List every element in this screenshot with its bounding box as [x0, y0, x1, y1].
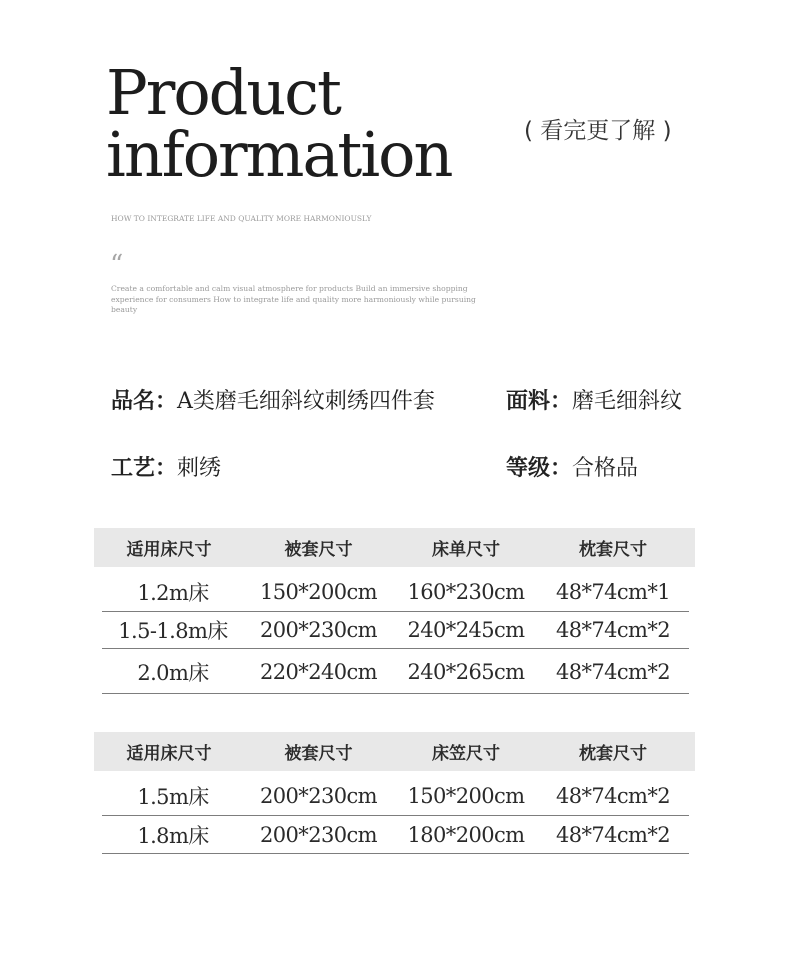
spec-craft [111, 451, 221, 482]
tagline: HOW TO INTEGRATE LIFE AND QUALITY MORE HARMONIOUSLY [111, 214, 372, 223]
table-cell: 2.0m床 [137, 660, 209, 685]
table-cell: 200*230cm [260, 784, 377, 808]
table-header-cell: 枕套尺寸 [579, 540, 647, 560]
table-header-row [94, 732, 695, 771]
table-cell: 150*200cm [260, 580, 377, 604]
spec-name-label: 品名： [111, 389, 178, 414]
table-cell: 1.8m床 [137, 823, 209, 848]
table-cell: 1.5-1.8m床 [118, 619, 228, 643]
table-header-cell: 适用床尺寸 [126, 540, 212, 560]
table-header-row [94, 528, 695, 567]
spec-grade [506, 451, 638, 482]
table-header-cell: 被套尺寸 [284, 744, 353, 764]
table-row [102, 573, 689, 612]
quote-mark-icon: “ [110, 250, 124, 280]
table-cell: 160*230cm [407, 580, 525, 604]
spec-product-name [111, 384, 435, 415]
table-cell: 240*265cm [407, 659, 525, 684]
table-header-cell: 床笠尺寸 [432, 744, 500, 764]
spec-fabric-label: 面料： [506, 389, 573, 414]
table-header-cell: 床单尺寸 [432, 540, 500, 560]
table-cell: 1.5m床 [137, 785, 209, 809]
table-cell: 200*230cm [260, 822, 377, 847]
size-table-2 [94, 732, 695, 856]
table-cell: 200*230cm [260, 618, 377, 642]
table-cell: 48*74cm*2 [555, 659, 671, 684]
spec-craft-label: 工艺： [111, 456, 178, 481]
table-header-cell: 枕套尺寸 [579, 744, 647, 764]
table-row [102, 816, 689, 854]
spec-craft-value: 刺绣 [177, 456, 222, 481]
subtitle-cn: ( 看完更了解 ) [524, 118, 672, 144]
spec-grade-value: 合格品 [572, 456, 639, 481]
table-cell: 48*74cm*1 [555, 580, 671, 604]
table-row [102, 650, 689, 694]
size-table-1 [94, 528, 695, 696]
title-line-1: Product [106, 56, 340, 129]
table-row [102, 612, 689, 649]
table-cell: 150*200cm [407, 784, 525, 808]
table-header-cell: 被套尺寸 [284, 540, 353, 560]
spec-fabric-value: 磨毛细斜纹 [572, 389, 683, 414]
table-cell: 180*200cm [407, 822, 525, 847]
spec-grade-label: 等级： [506, 456, 573, 481]
table-cell: 48*74cm*2 [555, 822, 671, 847]
description-text: Create a comfortable and calm visual atmosphere for products Build an immersive shopping experience for consumers How to integrate life and quality more harmoniously while pursuing beauty [111, 284, 476, 314]
page-title [106, 56, 452, 191]
table-header-cell: 适用床尺寸 [126, 744, 212, 764]
table-cell: 48*74cm*2 [555, 618, 671, 642]
spec-name-value: A类磨毛细斜纹刺绣四件套 [177, 389, 435, 414]
table-cell: 1.2m床 [137, 581, 209, 605]
spec-fabric [506, 384, 682, 415]
table-cell: 48*74cm*2 [555, 784, 671, 808]
table-row [102, 777, 689, 816]
table-cell: 220*240cm [260, 659, 377, 684]
title-line-2: information [106, 118, 452, 191]
table-cell: 240*245cm [407, 618, 525, 642]
